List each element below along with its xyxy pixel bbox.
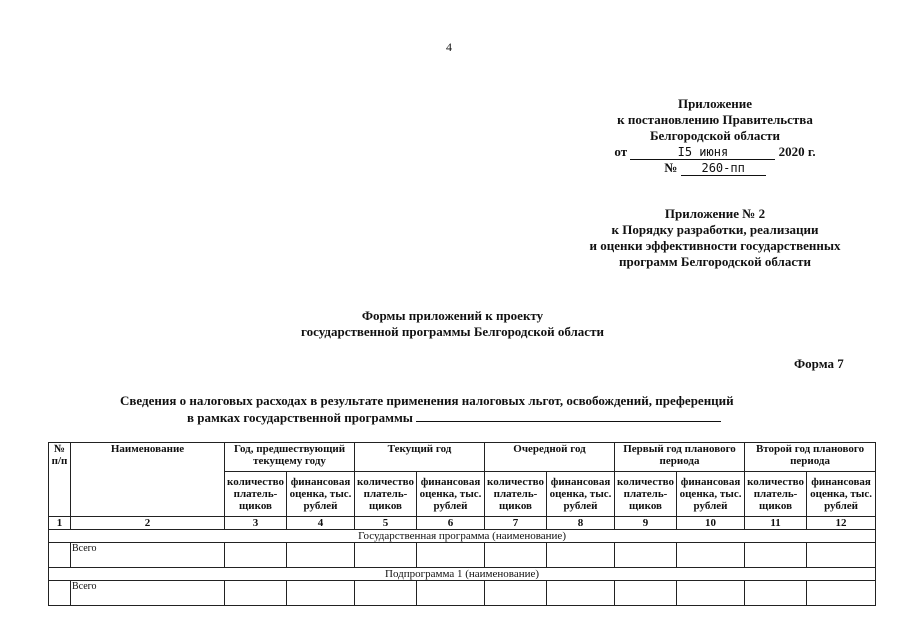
tax-expenditure-table [48,442,876,606]
appendix-line: Белгородской области [649,128,781,143]
date-suffix: 2020 г. [778,144,816,159]
appendix2-line: и оценки эффективности государственных [589,238,841,253]
page-number: 4 [446,40,452,54]
table-cell [355,581,417,606]
table-cell [745,581,807,606]
number-value: 260-пп [681,161,766,176]
section-title: Государственная программа (наименование) [49,530,876,543]
column-number: 5 [355,517,417,530]
table-cell [547,581,615,606]
header-group: Текущий год [355,443,485,472]
table-cell [417,581,485,606]
total-label: Всего [71,581,225,606]
appendix2-header [565,206,865,270]
table-cell [49,581,71,606]
table-cell [485,581,547,606]
table-cell [485,543,547,568]
header-number: № п/п [49,443,71,517]
column-number: 7 [485,517,547,530]
appendix2-line: программ Белгородской области [619,254,811,269]
column-number: 12 [807,517,876,530]
header-qty: количество платель-щиков [355,472,417,517]
appendix2-title: Приложение № 2 [664,206,766,221]
header-qty: количество платель-щиков [615,472,677,517]
report-title-line [120,409,734,426]
column-number-row [49,517,876,530]
program-name-blank [416,409,721,422]
column-number: 8 [547,517,615,530]
header-fin: финансовая оценка, тыс. рублей [417,472,485,517]
table-row [49,543,876,568]
report-title-line: Сведения о налоговых расходах в результате применения налоговых льгот, освобождений, преференций [120,393,734,408]
column-number: 11 [745,517,807,530]
header-fin: финансовая оценка, тыс. рублей [547,472,615,517]
appendix-line: к постановлению Правительства [617,112,813,127]
appendix-number-line [590,160,840,176]
header-group: Очередной год [485,443,615,472]
header-name: Наименование [71,443,225,517]
section-row [49,568,876,581]
number-prefix: № [664,160,678,175]
table-cell [287,581,355,606]
header-fin: финансовая оценка, тыс. рублей [287,472,355,517]
table-cell [49,543,71,568]
forms-title-line: государственной программы Белгородской области [301,324,604,339]
header-fin: финансовая оценка, тыс. рублей [807,472,876,517]
table-cell [417,543,485,568]
header-group: Первый год планового периода [615,443,745,472]
section-title: Подпрограмма 1 (наименование) [49,568,876,581]
date-prefix: от [614,144,628,159]
appendix-header [590,96,840,176]
forms-title-line: Формы приложений к проекту [361,308,544,323]
report-title [120,393,734,426]
table-row [49,581,876,606]
table-cell [745,543,807,568]
table-cell [807,581,876,606]
column-number: 4 [287,517,355,530]
appendix-title: Приложение [677,96,753,111]
header-group: Год, предшествующий текущему году [225,443,355,472]
table-cell [225,543,287,568]
table-cell [677,543,745,568]
table-cell [355,543,417,568]
column-number: 1 [49,517,71,530]
appendix2-line: к Порядку разработки, реализации [611,222,819,237]
header-qty: количество платель-щиков [225,472,287,517]
column-number: 9 [615,517,677,530]
table-cell [615,581,677,606]
column-number: 10 [677,517,745,530]
column-number: 6 [417,517,485,530]
table-cell [225,581,287,606]
column-number: 2 [71,517,225,530]
table-cell [677,581,745,606]
forms-title [0,308,905,340]
table-cell [547,543,615,568]
header-qty: количество платель-щиков [485,472,547,517]
header-group: Второй год планового периода [745,443,876,472]
header-qty: количество платель-щиков [745,472,807,517]
total-label: Всего [71,543,225,568]
report-title-text: в рамках государственной программы [187,410,413,425]
form-label: Форма 7 [794,356,844,371]
column-number: 3 [225,517,287,530]
table-cell [807,543,876,568]
header-fin: финансовая оценка, тыс. рублей [677,472,745,517]
section-row [49,530,876,543]
appendix-date-line [590,144,840,160]
date-value: I5 июня [630,145,775,160]
table-cell [287,543,355,568]
table-cell [615,543,677,568]
